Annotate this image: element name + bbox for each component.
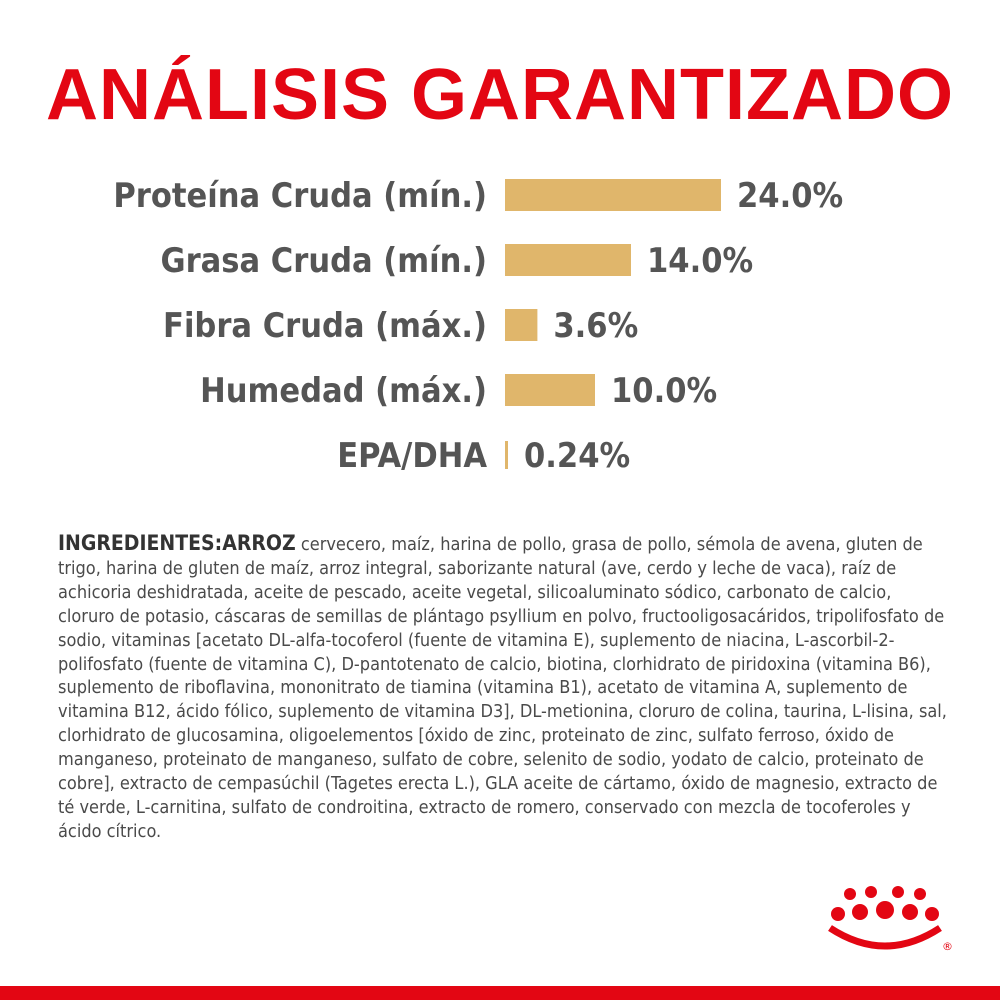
category-label: Grasa Cruda (mín.)	[160, 241, 487, 281]
bar	[505, 309, 537, 341]
crown-dot-icon	[914, 888, 926, 900]
value-label: 14.0%	[647, 241, 754, 281]
category-label: Humedad (máx.)	[200, 371, 487, 411]
category-label: Fibra Cruda (máx.)	[163, 306, 487, 346]
crown-dot-icon	[844, 888, 856, 900]
category-label: EPA/DHA	[337, 436, 487, 476]
crown-arc-icon	[830, 928, 940, 946]
crown-dot-icon	[852, 904, 868, 920]
value-label: 10.0%	[611, 371, 718, 411]
crown-dot-icon	[865, 886, 877, 898]
category-label: Proteína Cruda (mín.)	[113, 176, 487, 216]
crown-dot-icon	[876, 901, 894, 919]
ingredients-label: INGREDIENTES:ARROZ	[58, 531, 296, 555]
bar	[505, 244, 631, 276]
ingredients-text: cervecero, maíz, harina de pollo, grasa de pollo, sémola de avena, gluten de trigo, harina de gluten de maíz, arroz integral, saborizante natural (ave, cerdo y leche de vaca), raíz de achicoria deshidratada, aceite de pescado, aceite vegetal, silicoaluminato sódico, carbonato de calcio, cloruro de potasio, cáscaras de semillas de plántago psyllium en polvo, fructooligosacáridos, tripolifosfato de sodio, vitaminas [acetato DL-alfa-tocoferol (fuente de vitamina E), suplemento de niacina, L-ascorbil-2-polifosfato (fuente de vitamina C), D-pantotenato de calcio, biotina, clorhidrato de piridoxina (vitamina B6), suplemento de riboflavina, mononitrato de tiamina (vitamina B1), acetato de vitamina A, suplemento de vitamina B12, ácido fólico, suplemento de vitamina D3], DL-metionina, cloruro de colina, taurina, L-lisina, sal, clorhidrato de glucosamina, oligoelementos [óxido de zinc, proteinato de zinc, sulfato ferroso, óxido de manganeso, proteinato de manganeso, sulfato de cobre, selenito de sodio, yodato de calcio, proteinato de cobre], extracto de cempasúchil (Tagetes erecta L.), GLA aceite de cártamo, óxido de magnesio, extracto de té verde, L-carnitina, sulfato de condroitina, extracto de romero, conservado con mezcla de tocoferoles y ácido cítrico.	[58, 534, 947, 842]
value-label: 3.6%	[553, 306, 639, 346]
bar	[505, 441, 508, 469]
value-label: 24.0%	[737, 176, 844, 216]
crown-dot-icon	[831, 907, 845, 921]
registered-mark: ®	[942, 940, 953, 953]
bar	[505, 179, 721, 211]
royal-canin-crown-logo-icon	[818, 884, 958, 964]
ingredients-block	[58, 532, 948, 844]
crown-dot-icon	[902, 904, 918, 920]
value-label: 0.24%	[524, 436, 631, 476]
crown-dot-icon	[925, 907, 939, 921]
crown-dot-icon	[892, 886, 904, 898]
chart-title: ANÁLISIS GARANTIZADO	[46, 55, 954, 135]
footer-bar	[0, 986, 1000, 1000]
bar	[505, 374, 595, 406]
